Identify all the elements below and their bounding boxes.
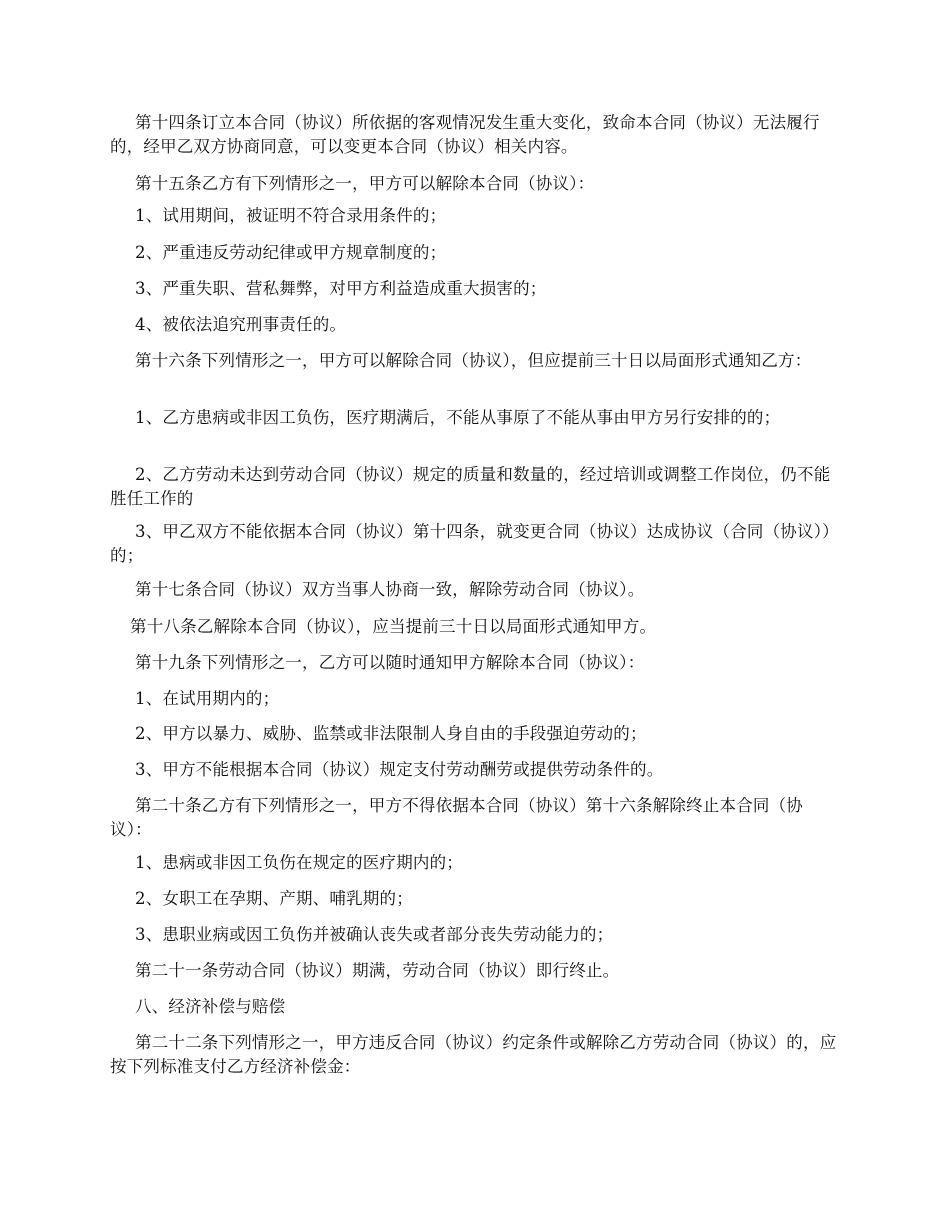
paragraph-article-19: 第十九条下列情形之一，乙方可以随时通知甲方解除本合同（协议）： xyxy=(135,653,645,672)
section-heading: 八、经济补偿与赔偿 xyxy=(135,997,286,1016)
paragraph-article-21: 第二十一条劳动合同（协议）期满，劳动合同（协议）即行终止。 xyxy=(135,961,620,980)
paragraph-item: 4、被依法追究刑事责任的。 xyxy=(135,315,347,334)
paragraph-item: 3、甲方不能根据本合同（协议）规定支付劳动酬劳或提供劳动条件的。 xyxy=(135,760,664,779)
paragraph-article-14: 第十四条订立本合同（协议）所依据的客观情况发生重大变化，致命本合同（协议）无法履行的，经甲乙双方协商同意，可以变更本合同（协议）相关内容。 xyxy=(110,113,820,156)
paragraph-item: 3、患职业病或因工负伤并被确认丧失或者部分丧失劳动能力的； xyxy=(135,925,614,944)
paragraph-item: 2、女职工在孕期、产期、哺乳期的； xyxy=(135,889,413,908)
paragraph-item: 1、乙方患病或非因工负伤，医疗期满后，不能从事原了不能从事由甲方另行安排的的； xyxy=(135,408,781,427)
paragraph-article-17: 第十七条合同（协议）双方当事人协商一致，解除劳动合同（协议）。 xyxy=(135,580,645,599)
paragraph-item: 1、患病或非因工负伤在规定的医疗期内的； xyxy=(135,853,463,872)
paragraph-article-20: 第二十条乙方有下列情形之一，甲方不得依据本合同（协议）第十六条解除终止本合同（协议）： xyxy=(110,796,803,839)
paragraph-article-15: 第十五条乙方有下列情形之一，甲方可以解除本合同（协议）： xyxy=(135,174,595,193)
paragraph-item: 2、甲方以暴力、威胁、监禁或非法限制人身自由的手段强迫劳动的； xyxy=(135,724,647,743)
paragraph-item: 1、在试用期内的； xyxy=(135,689,280,708)
paragraph-article-22: 第二十二条下列情形之一，甲方违反合同（协议）约定条件或解除乙方劳动合同（协议）的，应按下列标准支付乙方经济补偿金： xyxy=(110,1033,837,1076)
paragraph-article-18: 第十八条乙解除本合同（协议），应当提前三十日以局面形式通知甲方。 xyxy=(130,617,657,636)
paragraph-item: 2、乙方劳动未达到劳动合同（协议）规定的质量和数量的，经过培训或调整工作岗位，仍不能胜任工作的 xyxy=(110,465,831,508)
paragraph-item: 3、严重失职、营私舞弊，对甲方利益造成重大损害的； xyxy=(135,279,547,298)
paragraph-article-16: 第十六条下列情形之一，甲方可以解除合同（协议），但应提前三十日以局面形式通知乙方： xyxy=(135,351,812,370)
paragraph-item: 1、试用期间，被证明不符合录用条件的； xyxy=(135,206,447,225)
paragraph-item: 3、甲乙双方不能依据本合同（协议）第十四条，就变更合同（协议）达成协议（合同（协议））的； xyxy=(110,522,839,565)
paragraph-item: 2、严重违反劳动纪律或甲方规章制度的； xyxy=(135,243,447,262)
